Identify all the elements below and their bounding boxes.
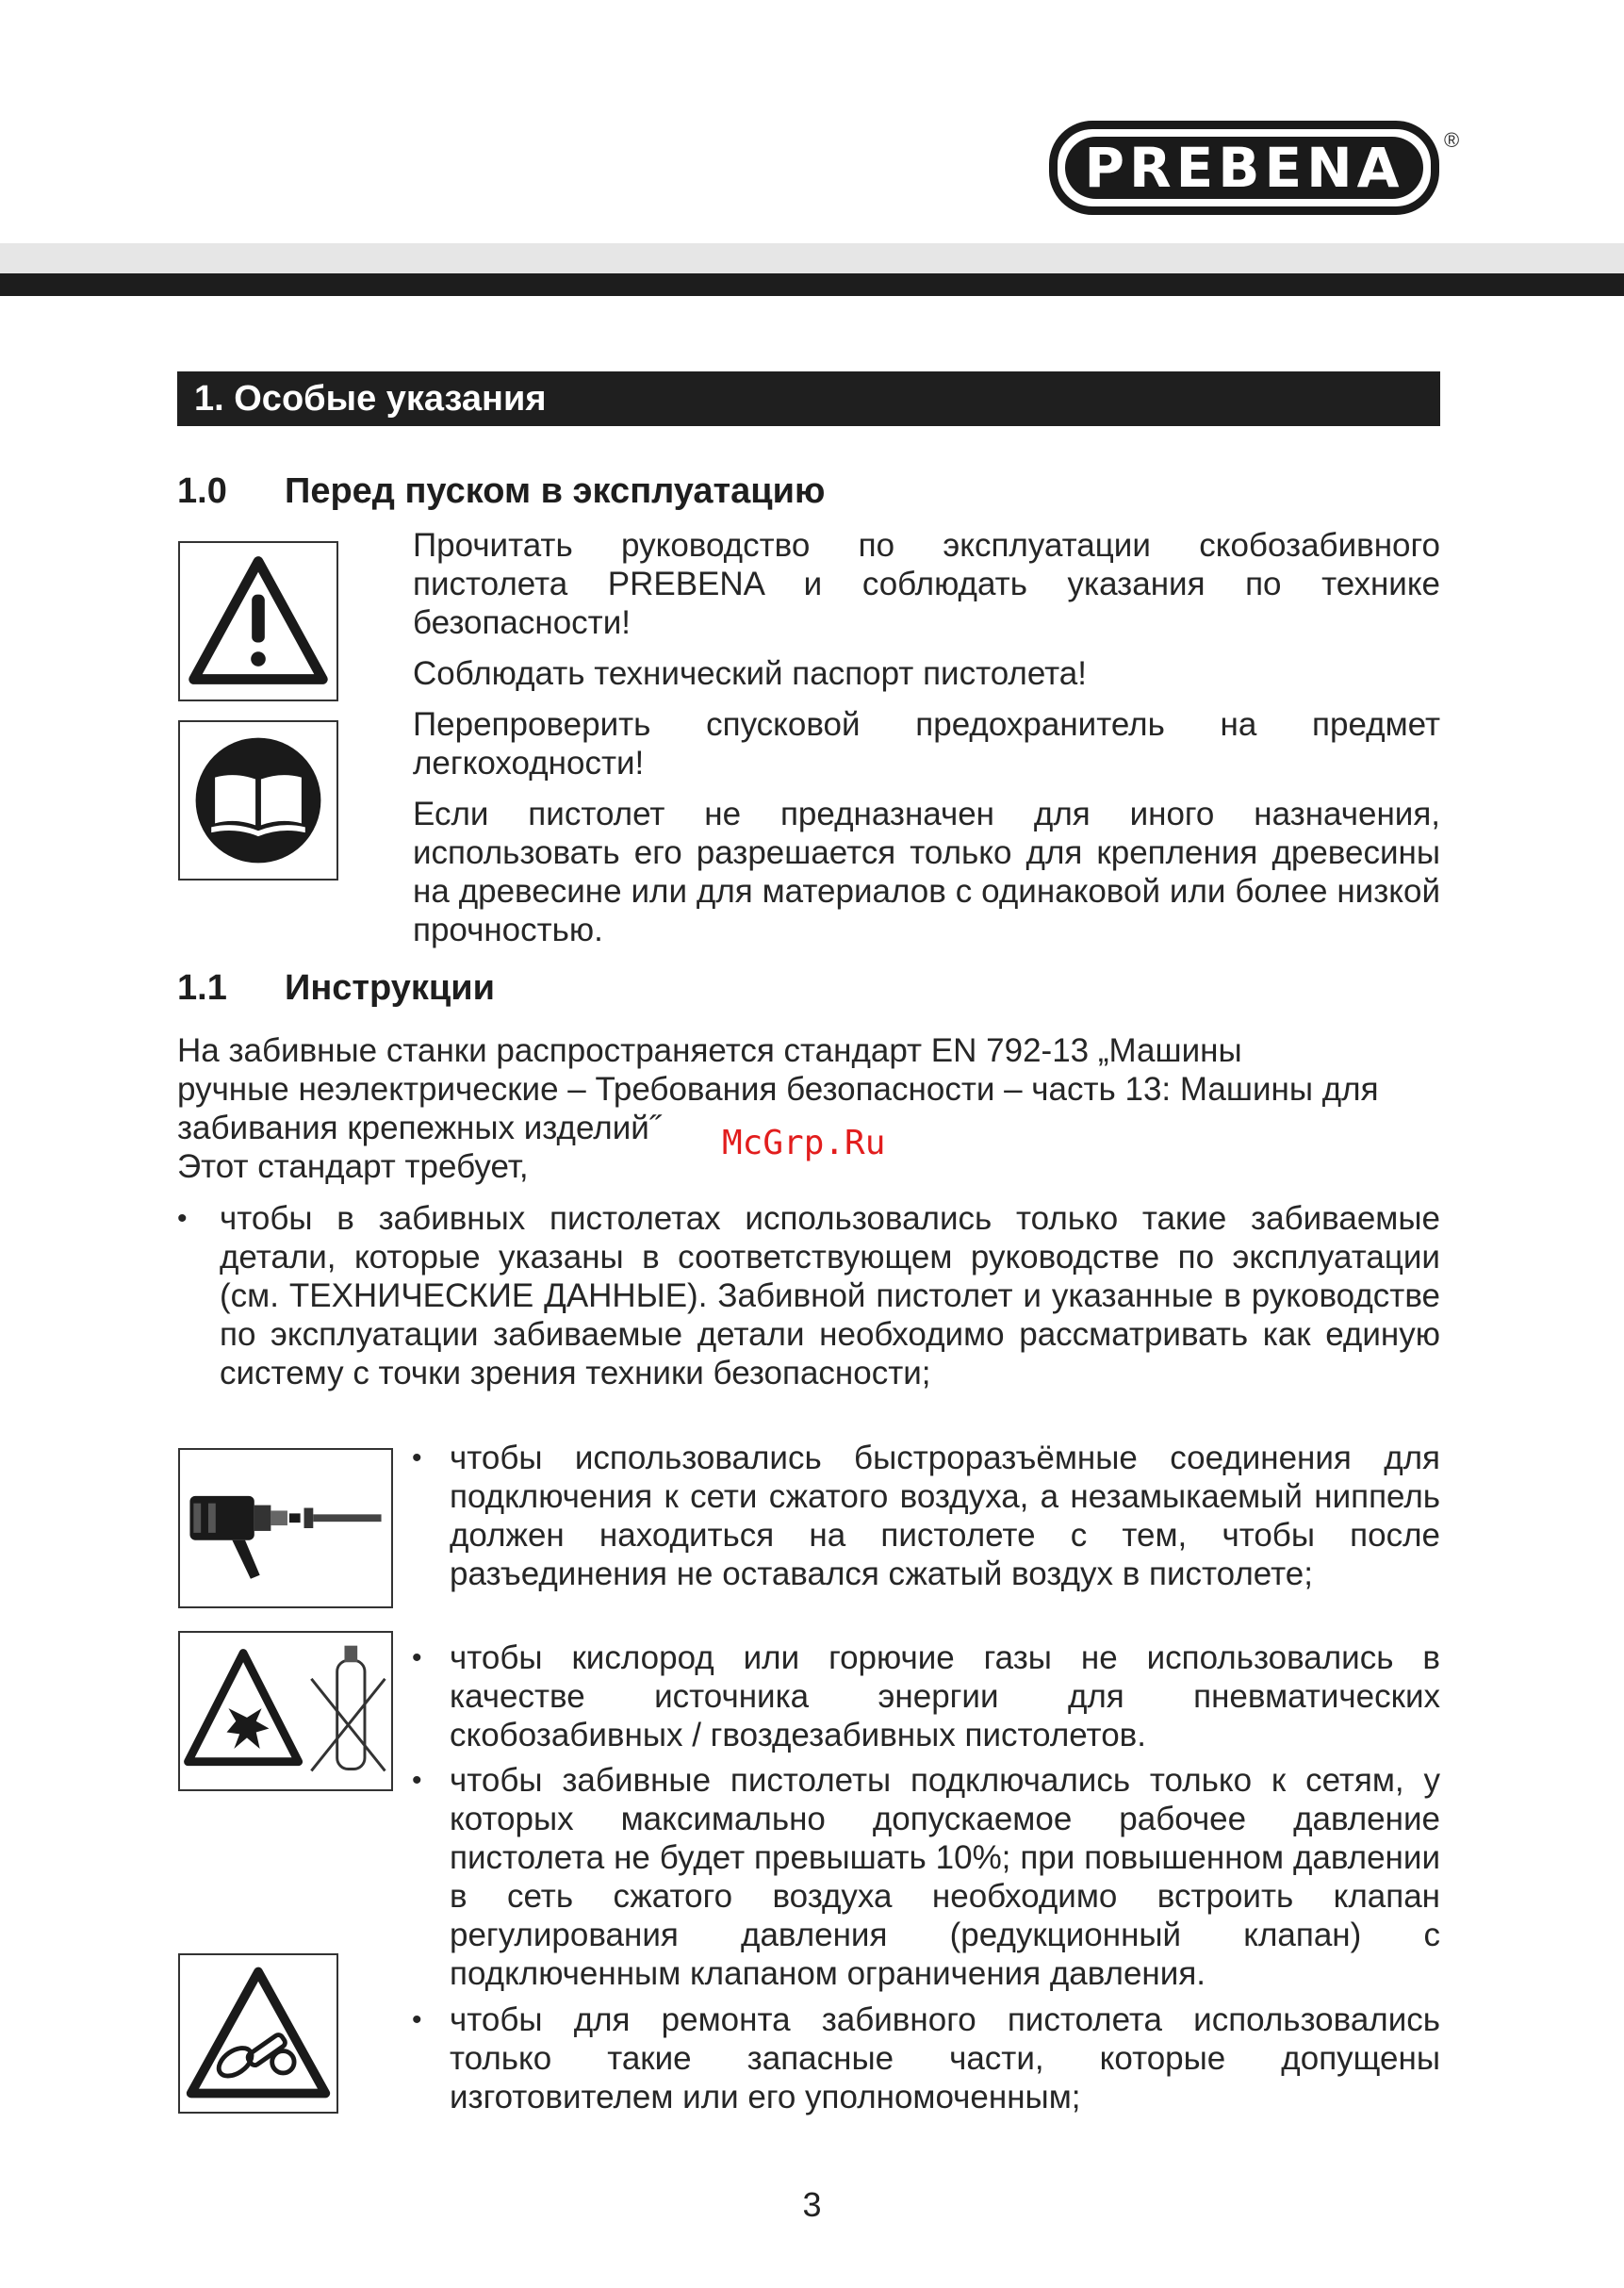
paragraph-read-manual: Прочитать руководство по эксплуатации скобозабивного пистолета PREBENA и соблюдать указания по технике безопасности! [413,527,1440,641]
page-number: 3 [802,2185,822,2224]
bullet-dot: • [177,1203,188,1234]
bullet-text: чтобы в забивных пистолетах использовались только такие забиваемые детали, которые указаны в соответствующем руководстве по эксплуатации (см. ТЕХНИЧЕСКИЕ ДАННЫЕ). Забивной пистолет и указанные в руководстве по эксплуатации забиваемые детали необходимо рассматривать как единую систему с точки зрения техники безопасности; [220,1200,1440,1391]
intro-line: забивания крепежных изделий˝ [177,1110,661,1146]
section-title: 1. Особые указания [177,371,1440,426]
paragraph-trigger-check: Перепроверить спусковой предохранитель на предмет легкоходности! [413,706,1440,782]
bullet-dot: • [412,1765,422,1796]
intro-line: ручные неэлектрические – Требования безопасности – часть 13: Машины для [177,1071,1379,1108]
intro-paragraphs [413,526,1440,949]
watermark: McGrp.Ru [722,1124,886,1162]
bullet-item [177,1199,1440,1392]
bullet-dot: • [412,2004,422,2035]
explosion-gas-cylinder-icon [178,1631,393,1791]
bullet-dot: • [412,1442,422,1473]
air-connector-icon [178,1448,393,1608]
paragraph-tech-passport: Соблюдать технический паспорт пистолета! [413,655,1087,692]
registered-mark: ® [1444,128,1460,152]
bullet-text: чтобы для ремонта забивного пистолета использовались только такие запасные части, которые допущены изготовителем или его уполномоченным; [450,2001,1440,2115]
subsection-number: 1.0 [177,471,227,511]
bullet-text: чтобы использовались быстроразъёмные соединения для подключения к сети сжатого воздуха, а незамыкаемый ниппель должен находиться на пистолете с тем, чтобы после разъединения не оставался сжатый воздух в пистолете; [450,1440,1440,1592]
paragraph-usage-limits: Если пистолет не предназначен для иного назначения, использовать его разрешается только для крепления древесины на древесине или для материалов с одинаковой или более низкой прочностью. [413,796,1440,948]
warning-triangle-icon [178,541,338,701]
bullet-text: чтобы забивные пистолеты подключались только к сетям, у которых максимально допускаемое рабочее давление пистолета не будет превышать 10%; при повышенном давлении в сеть сжатого воздуха необходимо встроить клапан регулирования давления (редукционный клапан) с подключенным клапаном ограничения давления. [450,1762,1440,1992]
bullet-item [412,1638,1440,1754]
standard-intro [177,1031,1497,1186]
bullet-item [412,1439,1440,1593]
subsection-heading-1-1 [177,968,1440,1012]
spare-parts-warning-icon [178,1953,338,2114]
read-manual-icon [178,720,338,881]
subsection-title: Инструкции [285,968,495,1008]
header-band-light [0,243,1624,273]
intro-line: Этот стандарт требует, [177,1148,529,1185]
bullet-text: чтобы кислород или горючие газы не использовались в качестве источника энергии для пневматических скобозабивных / гвоздезабивных пистолетов. [450,1639,1440,1753]
subsection-title: Перед пуском в эксплуатацию [285,471,826,511]
bullet-dot: • [412,1642,422,1673]
bullet-item [412,1761,1440,1993]
header-band-dark [0,273,1624,296]
brand-logo [1049,121,1439,215]
intro-line: На забивные станки распространяется стандарт EN 792-13 „Машины [177,1032,1242,1069]
bullet-item [412,2000,1440,2116]
brand-name: PREBENA [1065,137,1423,199]
subsection-heading-1-0 [177,471,1440,515]
subsection-number: 1.1 [177,968,227,1008]
